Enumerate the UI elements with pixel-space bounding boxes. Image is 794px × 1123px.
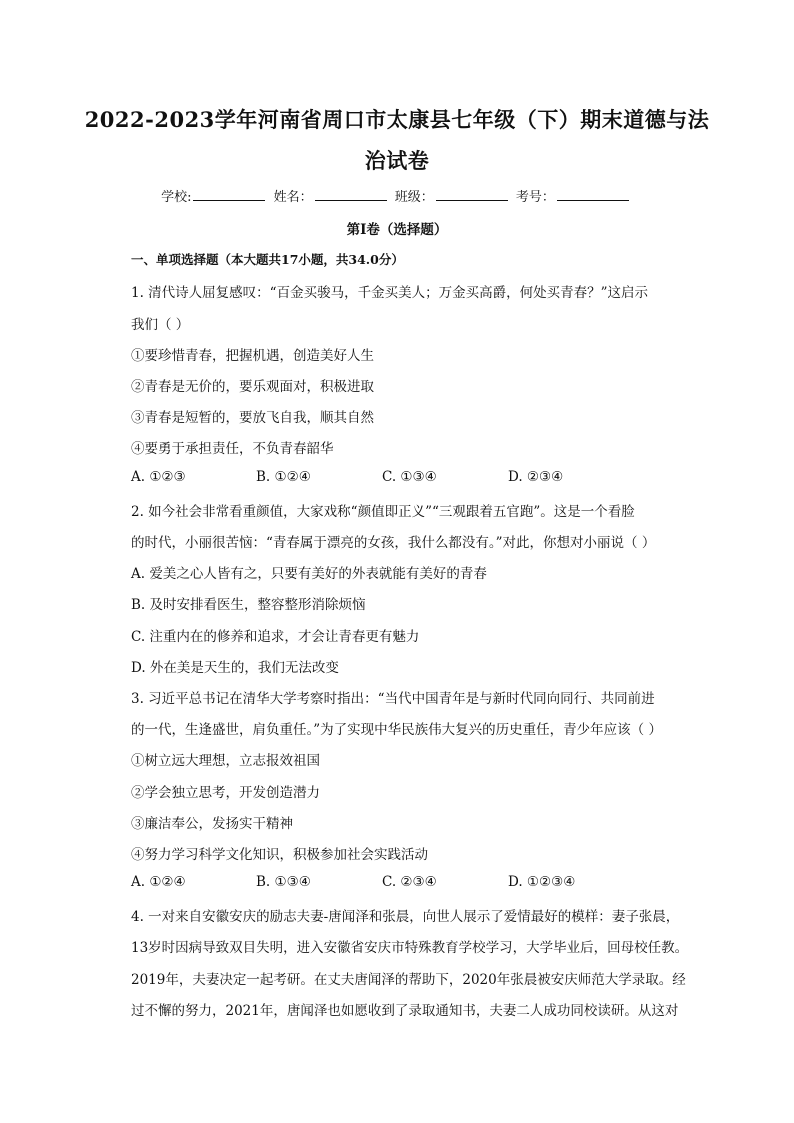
- q3-statement-3: ③廉洁奉公，发扬实干精神: [131, 816, 293, 832]
- number-blank[interactable]: [557, 188, 629, 201]
- q3-stem-line2: 的一代，生逢盛世，肩负重任。”为了实现中华民族伟大复兴的历史重任，青少年应该（ ）: [131, 722, 662, 738]
- q3-option-c[interactable]: C. ②③④: [382, 874, 437, 890]
- class-blank[interactable]: [436, 188, 508, 201]
- school-label: 学校:: [161, 190, 192, 205]
- q1-option-d[interactable]: D. ②③④: [508, 469, 564, 485]
- class-label: 班级：: [394, 190, 434, 205]
- q3-option-b[interactable]: B. ①③④: [256, 874, 311, 890]
- q4-line1: 4. 一对来自安徽安庆的励志夫妻-唐闻泽和张晨，向世人展示了爱情最好的模样：妻子张晨，: [131, 909, 680, 925]
- q1-stem-line1: 1. 清代诗人屈复感叹：“百金买骏马，千金买美人；万金买高爵，何处买青春？”这启示: [131, 285, 648, 301]
- q4-line2: 13岁时因病导致双目失明，进入安徽省安庆市特殊教育学校学习，大学毕业后，回母校任教。: [131, 940, 689, 956]
- q2-option-c[interactable]: C. 注重内在的修养和追求，才会让青春更有魅力: [131, 629, 420, 645]
- q3-statement-4: ④努力学习科学文化知识，积极参加社会实践活动: [131, 847, 428, 863]
- q1-statement-2: ②青春是无价的，要乐观面对，积极进取: [131, 379, 374, 395]
- q1-option-c[interactable]: C. ①③④: [382, 469, 437, 485]
- q4-line3: 2019年，夫妻决定一起考研。在丈夫唐闻泽的帮助下，2020年张晨被安庆师范大学录取。经: [131, 972, 686, 988]
- q2-option-d[interactable]: D. 外在美是天生的，我们无法改变: [131, 660, 339, 676]
- q2-stem-line1: 2. 如今社会非常看重颜值，大家戏称“颜值即正义”“三观跟着五官跑”。这是一个看脸: [131, 504, 635, 520]
- q1-statement-4: ④要勇于承担责任，不负青春韶华: [131, 441, 334, 457]
- q3-option-a[interactable]: A. ①②④: [131, 874, 186, 890]
- section-title: 第Ⅰ卷（选择题）: [346, 222, 448, 238]
- q3-stem-line1: 3. 习近平总书记在清华大学考察时指出：“当代中国青年是与新时代同向同行、共同前进: [131, 691, 655, 707]
- q1-statement-1: ①要珍惜青春，把握机遇，创造美好人生: [131, 348, 374, 364]
- exam-title-line2: 治试卷: [364, 148, 430, 173]
- q3-statement-1: ①树立远大理想，立志报效祖国: [131, 753, 320, 769]
- q1-statement-3: ③青春是短暂的，要放飞自我，顺其自然: [131, 410, 374, 426]
- q1-option-b[interactable]: B. ①②④: [256, 469, 311, 485]
- q3-statement-2: ②学会独立思考，开发创造潜力: [131, 785, 320, 801]
- school-blank[interactable]: [193, 188, 265, 201]
- exam-title-line1: 2022-2023学年河南省周口市太康县七年级（下）期末道德与法: [84, 107, 710, 132]
- q2-option-a[interactable]: A. 爱美之心人皆有之，只要有美好的外表就能有美好的青春: [131, 566, 487, 582]
- q1-option-a[interactable]: A. ①②③: [131, 469, 186, 485]
- q1-stem-line2: 我们（ ）: [131, 317, 190, 333]
- name-blank[interactable]: [315, 188, 387, 201]
- q3-option-d[interactable]: D. ①②③④: [508, 874, 576, 890]
- name-label: 姓名：: [273, 190, 313, 205]
- q4-line4: 过不懈的努力，2021年，唐闻泽也如愿收到了录取通知书，夫妻二人成功同校读研。从这对: [131, 1003, 679, 1019]
- part-heading: 一、单项选择题（本大题共17小题，共34.0分）: [131, 252, 404, 267]
- q2-option-b[interactable]: B. 及时安排看医生，整容整形消除烦恼: [131, 597, 366, 613]
- number-label: 考号：: [515, 190, 555, 205]
- q2-stem-line2: 的时代，小丽很苦恼：“青春属于漂亮的女孩，我什么都没有。”对此，你想对小丽说（ ）: [131, 535, 656, 551]
- student-info-row: [0, 186, 794, 205]
